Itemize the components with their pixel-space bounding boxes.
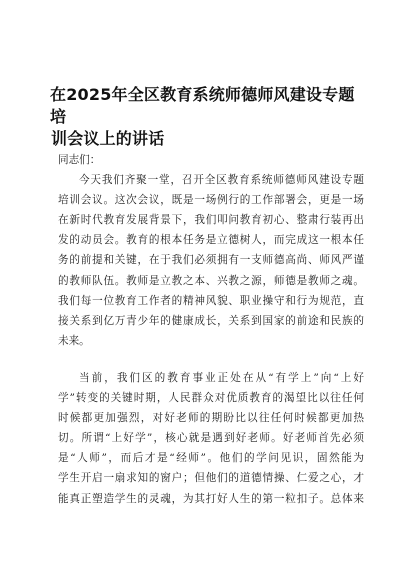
text-line: 能真正塑造学生的灵魂，为其打好人生的第一粒扣子。总体来 [58, 492, 364, 505]
text-line: 是“人师”，而后才是“经师”。他们的学问见识，固然能为 [58, 452, 364, 465]
text-line: 接关系到亿万青少年的健康成长，关系到国家的前途和民族的 [58, 314, 364, 327]
text-line: 培训会议。这次会议，既是一场例行的工作部署会，更是一场 [58, 194, 364, 207]
paragraph-1 [58, 170, 364, 351]
text-line: 时候都更加强烈，对好老师的期盼比以往任何时候都更加热 [58, 412, 364, 425]
text-line: 学生开启一扇求知的窗户；但他们的道德情操、仁爱之心，才 [58, 472, 364, 485]
text-line: 切。所谓“上好学”，核心就是遇到好老师。好老师首先必须 [58, 432, 364, 445]
title-line-2: 训会议上的讲话 [51, 129, 165, 148]
text-line: 在新时代教育发展背景下，我们叩问教育初心、整肃行装再出 [58, 214, 364, 227]
salutation: 同志们： [58, 154, 101, 166]
title-line-1: 在2025年全区教育系统师德师风建设专题培 [50, 85, 355, 126]
text-line: 发的动员会。教育的根本任务是立德树人，而完成这一根本任 [58, 234, 364, 247]
document-body [58, 150, 364, 509]
paragraph-gap [58, 351, 364, 368]
text-line: 务的前提和关键，在于我们必须拥有一支师德高尚、师风严谨 [58, 254, 364, 267]
text-line: 我们每一位教育工作者的精神风貌、职业操守和行为规范，直 [58, 294, 364, 307]
text-line: 的教师队伍。教师是立教之本、兴教之源，师德是教师之魂。 [58, 274, 364, 287]
document-title [50, 84, 362, 150]
text-line: 今天我们齐聚一堂，召开全区教育系统师德师风建设专题 [79, 174, 364, 187]
paragraph-2 [58, 368, 364, 509]
text-line: 学”转变的关键时期，人民群众对优质教育的渴望比以往任何 [58, 392, 364, 405]
text-line: 当前，我们区的教育事业正处在从“有学上”向“上好 [79, 371, 364, 384]
text-line: 未来。 [58, 334, 90, 347]
